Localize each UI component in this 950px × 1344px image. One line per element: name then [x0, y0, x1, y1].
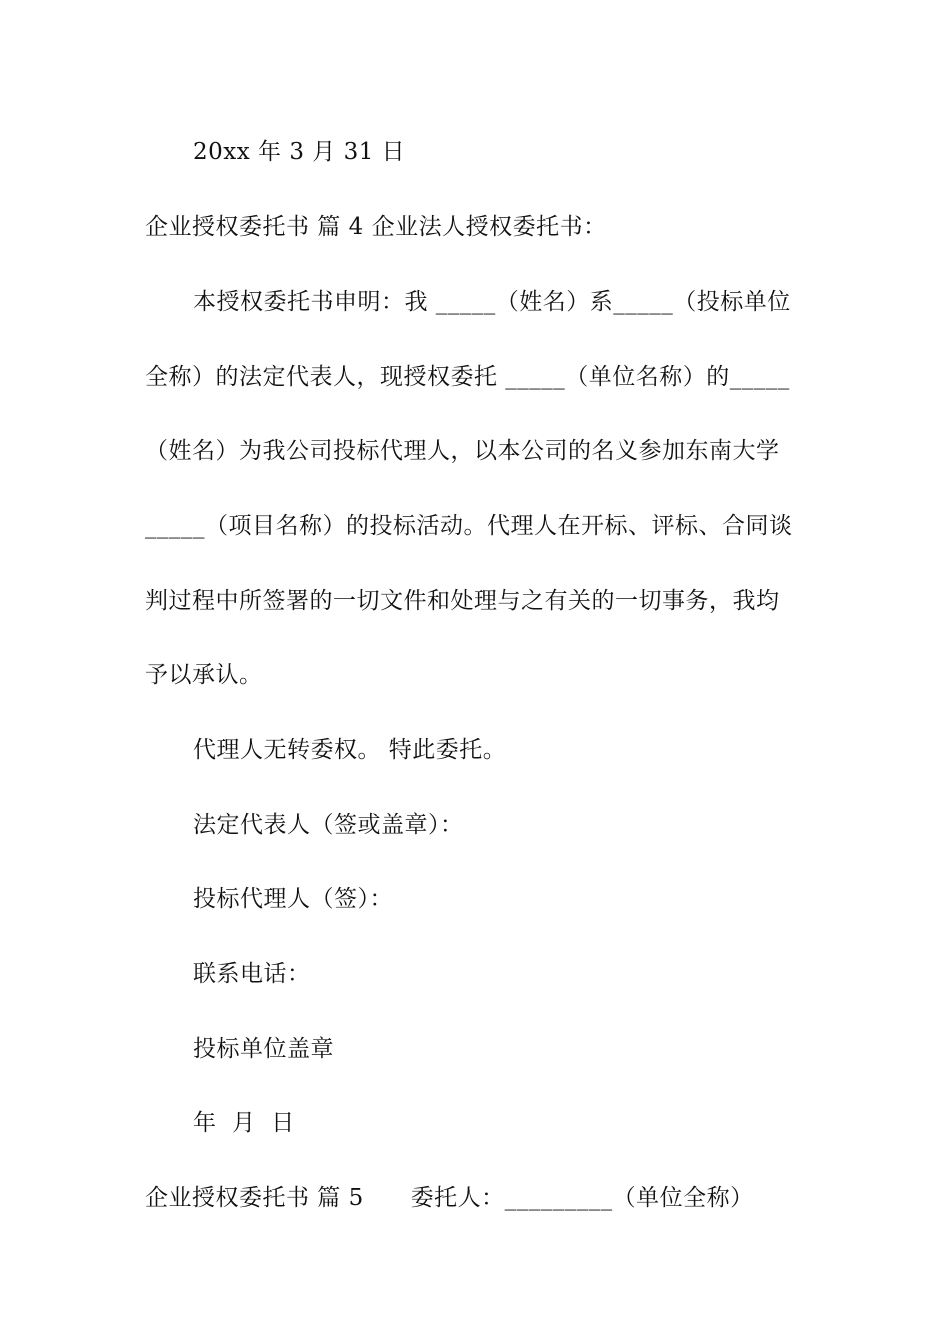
paragraph-line-3: （姓名）为我公司投标代理人，以本公司的名义参加东南大学	[145, 438, 780, 464]
paragraph-line-1: 本授权委托书申明：我 _____（姓名）系_____（投标单位	[193, 289, 791, 315]
section-heading-5: 企业授权委托书 篇 5 委托人：_________（单位全称）	[145, 1185, 754, 1211]
contact-phone-line: 联系电话：	[193, 961, 311, 987]
date-line: 20xx 年 3 月 31 日	[193, 139, 406, 165]
section-heading-4: 企业授权委托书 篇 4 企业法人授权委托书：	[145, 214, 607, 240]
bid-agent-line: 投标代理人（签）：	[193, 886, 393, 912]
legal-representative-line: 法定代表人（签或盖章）：	[193, 812, 464, 838]
no-sub-delegation-line: 代理人无转委权。 特此委托。	[193, 737, 507, 763]
signature-date-line: 年 月 日	[193, 1110, 295, 1136]
paragraph-line-4: _____（项目名称）的投标活动。代理人在开标、评标、合同谈	[145, 513, 793, 539]
paragraph-line-5: 判过程中所签署的一切文件和处理与之有关的一切事务，我均	[145, 588, 780, 614]
bidder-seal-line: 投标单位盖章	[193, 1036, 334, 1062]
paragraph-line-6: 予以承认。	[145, 662, 263, 688]
paragraph-line-2: 全称）的法定代表人，现授权委托 _____（单位名称）的_____	[145, 364, 790, 390]
